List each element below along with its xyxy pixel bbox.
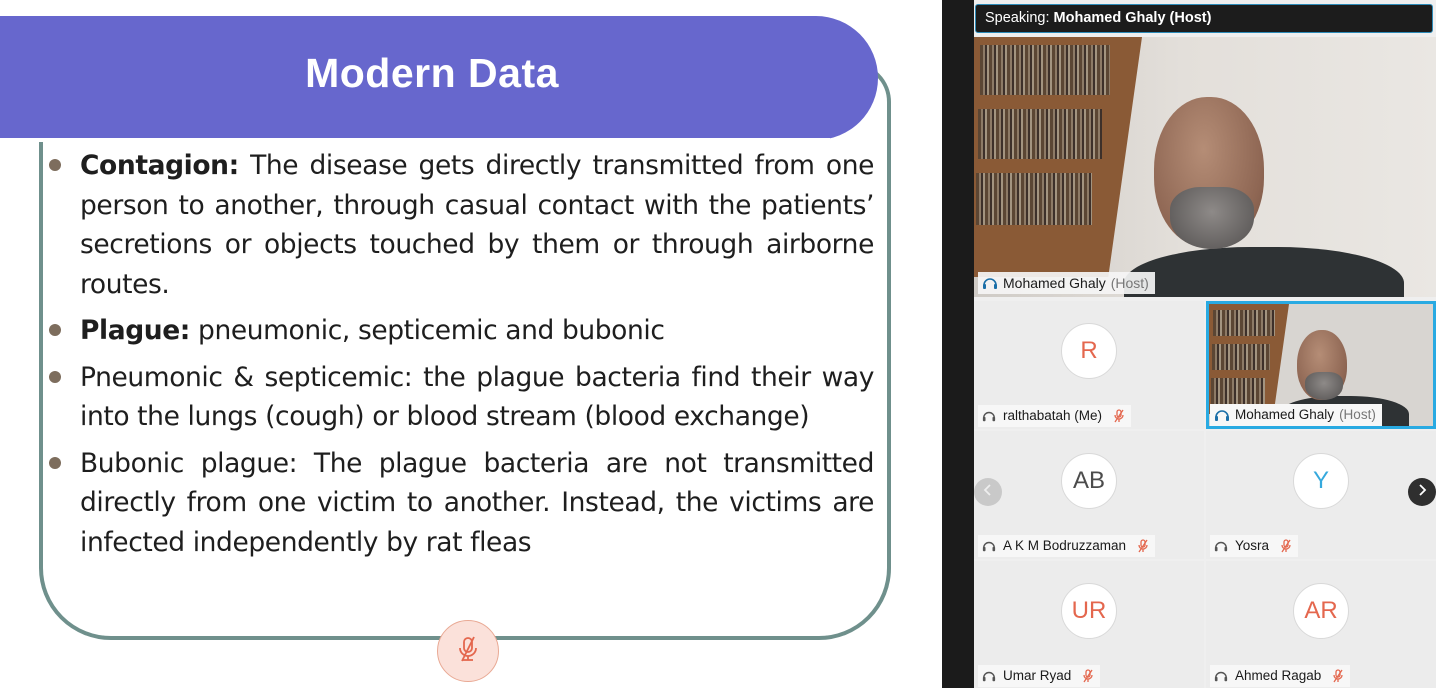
- mic-muted-icon: [1082, 669, 1094, 683]
- participant-gallery: [974, 0, 1436, 688]
- headset-icon: [982, 539, 998, 553]
- active-speaker-video[interactable]: [974, 37, 1436, 297]
- mic-muted-icon: [1137, 539, 1149, 553]
- bullet-text: The disease gets directly transmitted from one person to another, through casual contact with the patients’ secretions or objects touched by them or through airborne routes.: [80, 150, 874, 300]
- participant-tile[interactable]: [974, 561, 1204, 688]
- title-banner: [0, 16, 878, 140]
- bullet-pneumonic: [48, 358, 874, 437]
- mic-muted-icon: [1113, 409, 1125, 423]
- mic-muted-icon: [1280, 539, 1292, 553]
- speaking-label: Speaking:: [985, 10, 1050, 26]
- books: [980, 45, 1110, 95]
- avatar: R: [1061, 323, 1117, 379]
- participant-tile[interactable]: [1206, 431, 1436, 559]
- books: [1211, 378, 1265, 404]
- headset-icon: [1214, 669, 1230, 683]
- headset-icon: [1214, 408, 1230, 422]
- headset-icon: [982, 409, 998, 423]
- participant-name: Ahmed Ragab: [1235, 668, 1322, 683]
- participant-name: A K M Bodruzzaman: [1003, 538, 1127, 553]
- books: [976, 173, 1092, 225]
- mic-muted-icon: [456, 635, 480, 668]
- bullet-list: [48, 146, 874, 569]
- avatar: Y: [1293, 453, 1349, 509]
- avatar: AB: [1061, 453, 1117, 509]
- participant-name-tag: [978, 535, 1155, 557]
- participant-name-tag: [1210, 665, 1350, 687]
- participant-name-tag: [978, 665, 1100, 687]
- speaker-role: (Host): [1110, 275, 1149, 291]
- headset-icon: [982, 276, 998, 290]
- avatar: AR: [1293, 583, 1349, 639]
- chevron-right-icon: [1417, 483, 1427, 501]
- bullet-bubonic: [48, 444, 874, 563]
- speaker-name-tag: [978, 272, 1155, 294]
- bullet-text: Bubonic plague: The plague bacteria are not transmitted directly from one victim to another. Instead, the victims are infected independently by rat fleas: [80, 447, 874, 558]
- participant-name-tag: [978, 405, 1131, 427]
- participant-name: ralthabatah (Me): [1003, 408, 1103, 423]
- floating-mic-button[interactable]: [437, 620, 499, 682]
- participant-name: Mohamed Ghaly: [1235, 407, 1335, 422]
- bullet-plague: [48, 311, 874, 351]
- participant-video-tile[interactable]: [1206, 301, 1436, 429]
- bullet-text: Pneumonic & septicemic: the plague bacteria find their way into the lungs (cough) or blood stream (blood exchange): [80, 361, 874, 432]
- books: [1213, 310, 1275, 336]
- bullet-text: pneumonic, septicemic and bubonic: [190, 315, 665, 346]
- chevron-left-icon: [983, 483, 993, 501]
- books: [978, 109, 1102, 159]
- participant-tile[interactable]: [974, 301, 1204, 429]
- bullet-contagion: [48, 146, 874, 304]
- bullet-heading: Plague:: [80, 315, 190, 346]
- participant-name: Yosra: [1235, 538, 1270, 553]
- participant-tile[interactable]: [1206, 561, 1436, 688]
- person-shirt: [1124, 247, 1404, 297]
- bullet-heading: Contagion:: [80, 150, 239, 181]
- books: [1212, 344, 1270, 370]
- speaking-indicator: [975, 4, 1433, 33]
- slide-title: Modern Data: [305, 50, 559, 96]
- speaker-name: Mohamed Ghaly: [1003, 275, 1106, 291]
- title-underline: [0, 138, 830, 142]
- participant-name: Umar Ryad: [1003, 668, 1072, 683]
- participant-name-tag: [1210, 404, 1382, 426]
- person-beard: [1305, 372, 1343, 400]
- mic-muted-icon: [1332, 669, 1344, 683]
- gallery-prev-button[interactable]: [974, 478, 1002, 506]
- avatar: UR: [1061, 583, 1117, 639]
- person-beard: [1170, 187, 1254, 249]
- participant-tile[interactable]: [974, 431, 1204, 559]
- headset-icon: [982, 669, 998, 683]
- panel-divider: [942, 0, 974, 688]
- speaking-name: Mohamed Ghaly (Host): [1053, 10, 1212, 26]
- headset-icon: [1214, 539, 1230, 553]
- gallery-next-button[interactable]: [1408, 478, 1436, 506]
- participant-name-tag: [1210, 535, 1298, 557]
- participant-role: (Host): [1339, 407, 1376, 422]
